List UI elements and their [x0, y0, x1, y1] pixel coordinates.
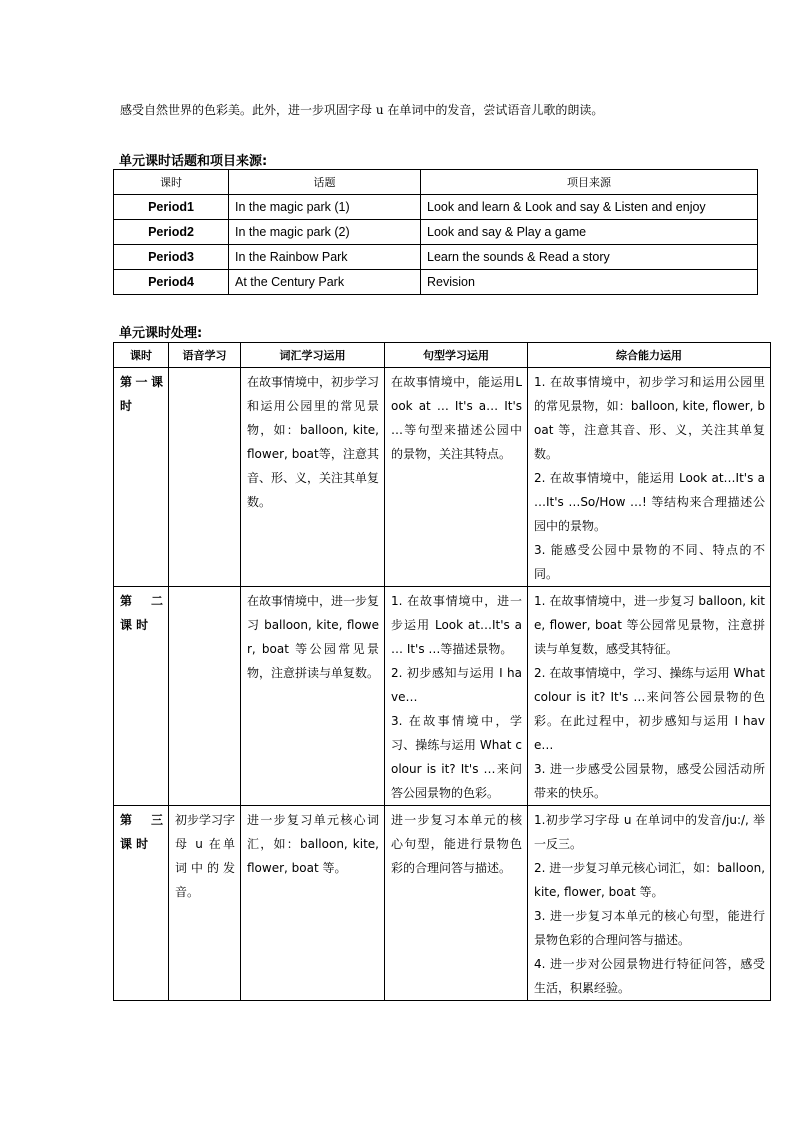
- vocab-cell: 在故事情境中，初步学习和运用公园里的常见景物，如：balloon, kite, flower, boat等，注意其音、形、义，关注其单复数。: [241, 368, 385, 587]
- header-ability: 综合能力运用: [528, 343, 771, 368]
- ability-item: 3. 进一步复习本单元的核心句型，能进行景物色彩的合理问答与描述。: [534, 909, 765, 947]
- period-cell: Period4: [114, 270, 229, 295]
- vocab-cell: 进一步复习单元核心词汇，如：balloon, kite, flower, boat 等。: [241, 806, 385, 1001]
- source-cell: Learn the sounds & Read a story: [421, 245, 758, 270]
- table-row: [114, 368, 771, 587]
- period-cell: 第 三 课 时: [114, 806, 169, 1001]
- ability-cell: [528, 806, 771, 1001]
- table-header-row: [114, 170, 758, 195]
- period-cell: Period1: [114, 195, 229, 220]
- sentence-cell: [385, 587, 528, 806]
- ability-item: 4. 进一步对公园景物进行特征问答，感受生活，积累经验。: [534, 957, 765, 995]
- sentence-item: 3. 在故事情境中，学习、操练与运用 What colour is it? It's …来问答公园景物的色彩。: [391, 714, 522, 800]
- topic-cell: In the Rainbow Park: [229, 245, 421, 270]
- phonics-cell: 初步学习字母 u 在单词中的发音。: [169, 806, 241, 1001]
- source-cell: Look and say & Play a game: [421, 220, 758, 245]
- ability-item: 2. 进一步复习单元核心词汇，如：balloon, kite, flower, boat 等。: [534, 861, 766, 899]
- source-cell: Revision: [421, 270, 758, 295]
- topic-cell: At the Century Park: [229, 270, 421, 295]
- ability-item: 3. 能感受公园中景物的不同、特点的不同。: [534, 543, 765, 581]
- lesson-plan-table: [113, 342, 771, 1001]
- ability-item: 3. 进一步感受公园景物，感受公园活动所带来的快乐。: [534, 762, 765, 800]
- period-cell: Period2: [114, 220, 229, 245]
- topic-cell: In the magic park (2): [229, 220, 421, 245]
- table-row: [114, 220, 758, 245]
- header-topic: 话题: [229, 170, 421, 195]
- table-row: [114, 245, 758, 270]
- source-cell: Look and learn & Look and say & Listen and enjoy: [421, 195, 758, 220]
- ability-item: 1.初步学习字母 u 在单词中的发音/ju:/, 举一反三。: [534, 813, 765, 851]
- table-row: [114, 195, 758, 220]
- topic-cell: In the magic park (1): [229, 195, 421, 220]
- section-heading-topics: 单元课时话题和项目来源:: [119, 154, 268, 169]
- table-row: [114, 806, 771, 1001]
- phonics-cell: [169, 368, 241, 587]
- header-period: 课时: [114, 343, 169, 368]
- vocab-cell: 在故事情境中，进一步复习 balloon, kite, flower, boat 等公园常见景物，注意拼读与单复数。: [241, 587, 385, 806]
- table-header-row: [114, 343, 771, 368]
- sentence-cell: 在故事情境中，能运用Look at … It's a… It's …等句型来描述公园中的景物，关注其特点。: [385, 368, 528, 587]
- period-cell: 第 二 课 时: [114, 587, 169, 806]
- header-vocab: 词汇学习运用: [241, 343, 385, 368]
- sentence-cell: 进一步复习本单元的核心句型，能进行景物色彩的合理问答与描述。: [385, 806, 528, 1001]
- ability-item: 1. 在故事情境中，初步学习和运用公园里的常见景物，如：balloon, kite, flower, boat 等，注意其音、形、义，关注其单复数。: [534, 375, 765, 461]
- ability-item: 1. 在故事情境中，进一步复习 balloon, kite, flower, boat 等公园常见景物，注意拼读与单复数，感受其特征。: [534, 594, 765, 656]
- header-source: 项目来源: [421, 170, 758, 195]
- header-sentence: 句型学习运用: [385, 343, 528, 368]
- ability-cell: [528, 587, 771, 806]
- period-cell: 第一课时: [114, 368, 169, 587]
- period-cell: Period3: [114, 245, 229, 270]
- intro-paragraph: 感受自然世界的色彩美。此外，进一步巩固字母 u 在单词中的发音，尝试语音儿歌的朗读。: [120, 103, 604, 117]
- sentence-item: 2. 初步感知与运用 I have…: [391, 666, 522, 704]
- phonics-cell: [169, 587, 241, 806]
- ability-cell: [528, 368, 771, 587]
- topics-table: [113, 169, 758, 295]
- ability-item: 2. 在故事情境中，能运用 Look at…It's a …It's …So/How …! 等结构来合理描述公园中的景物。: [534, 471, 765, 533]
- table-row: [114, 587, 771, 806]
- header-period: 课时: [114, 170, 229, 195]
- section-heading-lessons: 单元课时处理:: [119, 326, 203, 341]
- ability-item: 2. 在故事情境中，学习、操练与运用 What colour is it? It's …来问答公园景物的色彩。在此过程中，初步感知与运用 I have…: [534, 666, 765, 752]
- header-phonics: 语音学习: [169, 343, 241, 368]
- table-row: [114, 270, 758, 295]
- sentence-item: 1. 在故事情境中，进一步运用 Look at…It's a … It's …等描述景物。: [391, 594, 522, 656]
